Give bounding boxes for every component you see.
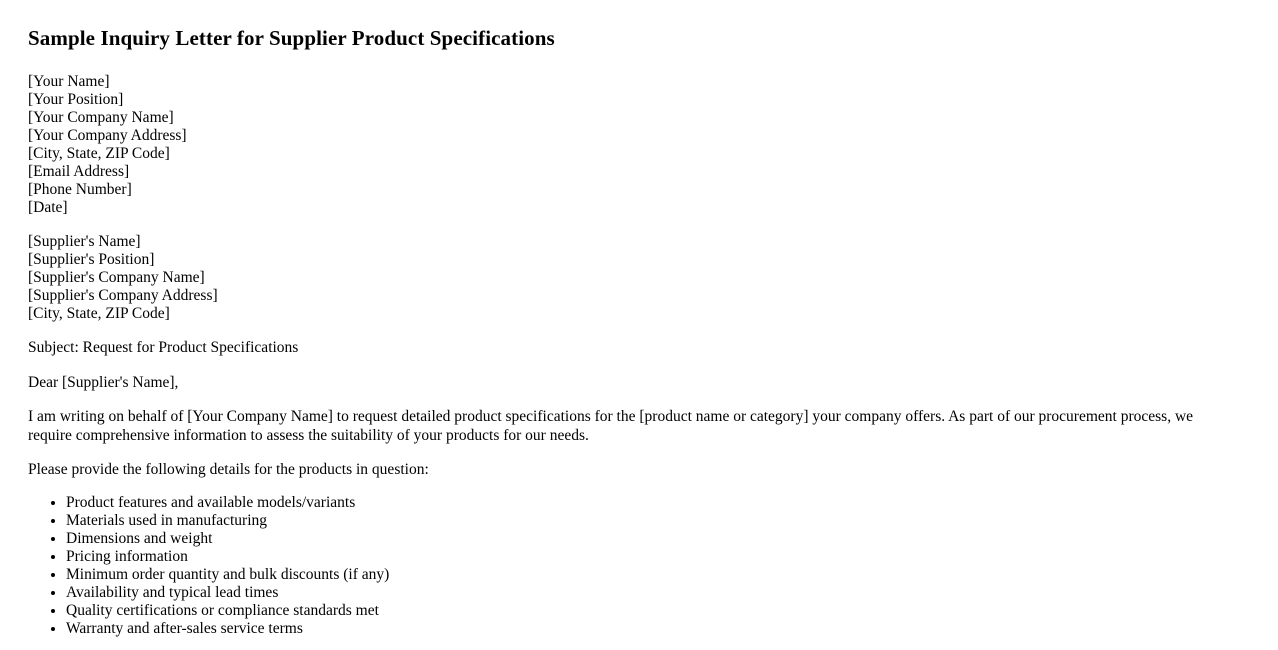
body-paragraph-1: I am writing on behalf of [Your Company Name] to request detailed product specifications for the [product name or category] your company offers. As part of our procurement process, we require comprehensive information to assess the suitability of your products for our needs. — [28, 408, 1194, 444]
sender-line: [Your Company Name] — [28, 109, 174, 127]
requested-details-list — [28, 494, 1250, 638]
list-item: • Warranty and after-sales service terms — [66, 620, 1250, 638]
recipient-line: [Supplier's Name] — [28, 233, 141, 251]
recipient-line: [Supplier's Company Address] — [28, 287, 218, 305]
sender-line: [City, State, ZIP Code] — [28, 145, 170, 163]
sender-line: [Your Position] — [28, 91, 124, 109]
subject-line: Subject: Request for Product Specifications — [28, 339, 299, 357]
sender-line: [Date] — [28, 199, 68, 217]
body-paragraph-2: Please provide the following details for the products in question: — [28, 461, 429, 479]
sender-address-block — [28, 73, 1250, 217]
sender-line: [Your Name] — [28, 73, 110, 91]
recipient-address-block — [28, 233, 1250, 323]
recipient-line: [Supplier's Company Name] — [28, 269, 205, 287]
sender-line: [Your Company Address] — [28, 127, 187, 145]
recipient-line: [City, State, ZIP Code] — [28, 305, 170, 323]
list-item: • Materials used in manufacturing — [66, 512, 1250, 530]
list-item: • Minimum order quantity and bulk discounts (if any) — [66, 566, 1250, 584]
salutation: Dear [Supplier's Name], — [28, 373, 179, 391]
list-item: • Product features and available models/variants — [66, 494, 1250, 512]
sender-line: [Email Address] — [28, 163, 130, 181]
list-item: • Pricing information — [66, 548, 1250, 566]
recipient-line: [Supplier's Position] — [28, 251, 155, 269]
page-title: Sample Inquiry Letter for Supplier Product Specifications — [28, 26, 555, 50]
sender-line: [Phone Number] — [28, 181, 132, 199]
list-item: • Dimensions and weight — [66, 530, 1250, 548]
list-item: • Quality certifications or compliance standards met — [66, 602, 1250, 620]
list-item: • Availability and typical lead times — [66, 584, 1250, 602]
